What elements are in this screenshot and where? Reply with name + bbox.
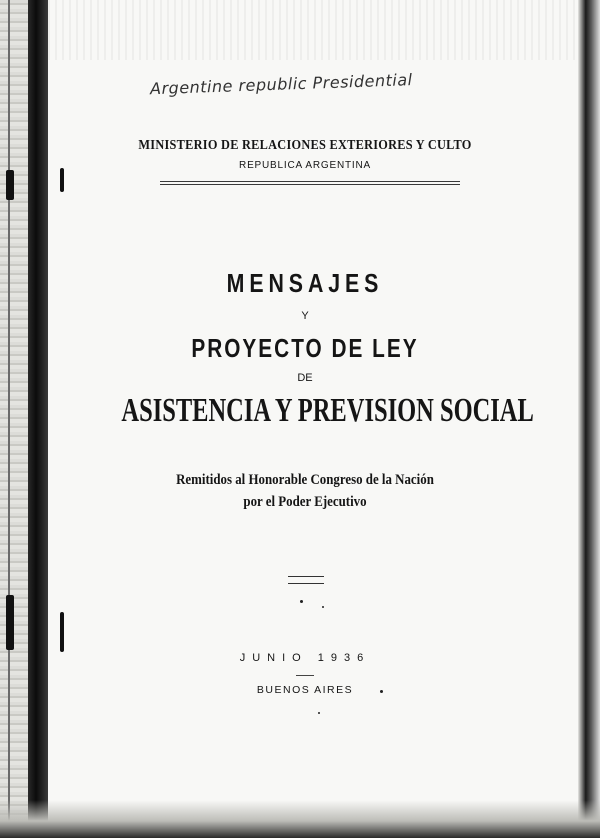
title-proyecto-de-ley: PROYECTO DE LEY: [191, 333, 419, 363]
scan-speck: [300, 600, 303, 603]
publication-date: JUNIO 1936: [239, 652, 371, 664]
date-rule: [296, 675, 314, 676]
scan-left-edge: [0, 0, 28, 838]
scan-edge-line: [8, 0, 10, 838]
publication-place: BUENOS AIRES: [256, 684, 354, 696]
scan-right-edge: [578, 0, 600, 838]
handwritten-annotation: Argentine republic Presidential: [149, 70, 413, 99]
title-mensajes: MENSAJES: [226, 268, 384, 298]
header-rule: [160, 184, 460, 185]
spine-mark: [6, 595, 14, 650]
ministry-heading: MINISTERIO DE RELACIONES EXTERIORES Y CULTO: [138, 138, 472, 153]
ornament-divider: [288, 576, 324, 584]
conjunction-de: DE: [297, 372, 313, 384]
scan-speck: [380, 690, 383, 693]
conjunction-y: Y: [301, 310, 309, 322]
spine-mark: [60, 168, 64, 192]
scan-noise: [48, 0, 578, 60]
subtitle-remitidos: Remitidos al Honorable Congreso de la Nación: [176, 472, 434, 488]
country-heading: REPUBLICA ARGENTINA: [239, 160, 371, 171]
scan-bottom-edge: [0, 800, 600, 838]
spine-mark: [6, 170, 14, 200]
book-spine: [28, 0, 48, 838]
subtitle-poder-ejecutivo: por el Poder Ejecutivo: [243, 494, 367, 510]
spine-mark: [60, 612, 64, 652]
header-rule: [160, 181, 460, 182]
scan-speck: [322, 606, 324, 608]
scan-speck: [318, 712, 320, 714]
title-asistencia: ASISTENCIA Y PREVISION SOCIAL: [121, 392, 534, 429]
